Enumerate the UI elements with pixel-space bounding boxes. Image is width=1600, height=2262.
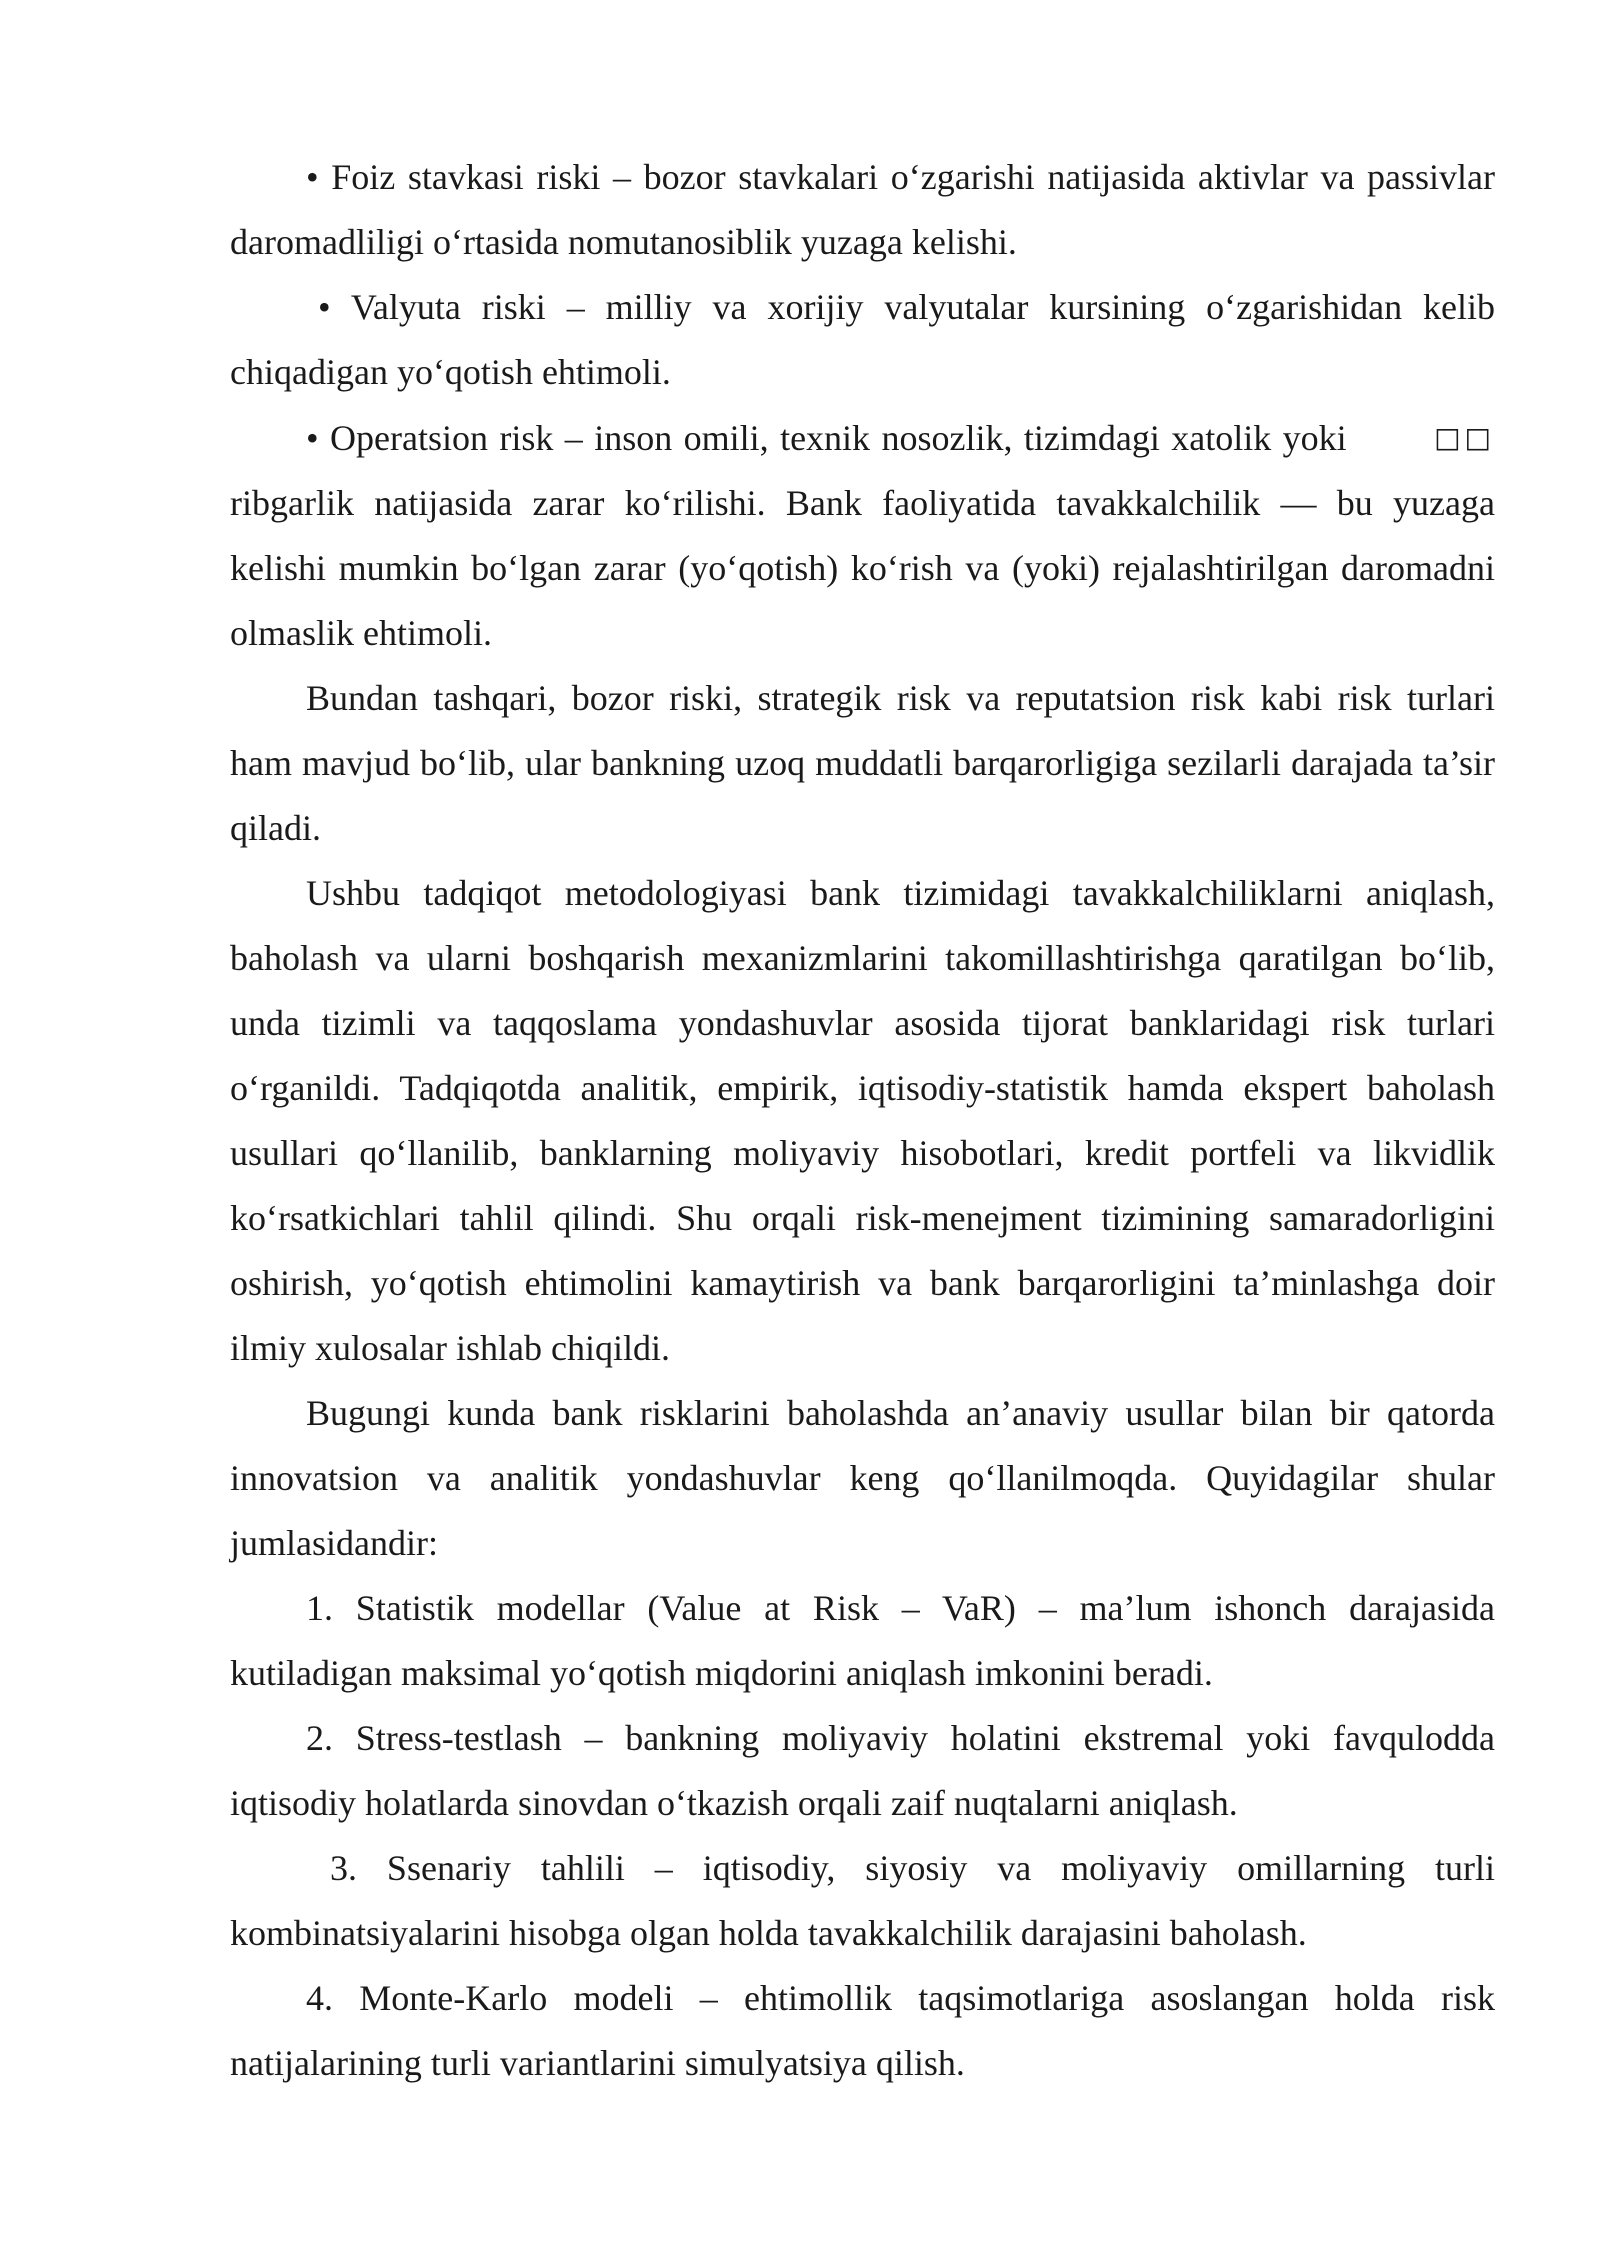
list-item-stress-testlash: 2. Stress-testlash – bankning moliyaviy holatini ekstremal yoki favqulodda iqtisodiy holatlarda sinovdan oʻtkazish orqali zaif nuqtalarni aniqlash. [230, 1718, 1495, 1823]
paragraph-bundan-tashqari: Bundan tashqari, bozor riski, strategik risk va reputatsion risk kabi risk turlari ham mavjud boʻlib, ular bankning uzoq muddatli barqarorligiga sezilarli darajada ta’sir qiladi. [230, 678, 1495, 848]
list-item-ssenariy-tahlili: 3. Ssenariy tahlili – iqtisodiy, siyosiy va moliyaviy omillarning turli kombinatsiyalarini hisobga olgan holda tavakkalchilik darajasini baholash. [230, 1848, 1495, 1953]
list-item-statistik-modellar: 1. Statistik modellar (Value at Risk – VaR) – ma’lum ishonch darajasida kutiladigan maksimal yoʻqotish miqdorini aniqlash imkonini beradi. [230, 1588, 1495, 1693]
operatsion-risk-text-end: ribgarlik natijasida zarar koʻrilishi. Bank faoliyatida tavakkalchilik — bu yuzaga kelishi mumkin boʻlgan zarar (yoʻqotish) koʻrish va (yoki) rejalashtirilgan daromadni olmaslik ehtimoli. [230, 483, 1495, 653]
paragraph-operatsion-risk [230, 405, 1495, 666]
paragraph-bugungi-kunda: Bugungi kunda bank risklarini baholashda an’anaviy usullar bilan bir qatorda innovatsion va analitik yondashuvlar keng qoʻllanilmoqda. Quyidagilar shular jumlasidandir: [230, 1393, 1495, 1563]
paragraph-foiz-stavkasi-riski: • Foiz stavkasi riski – bozor stavkalari oʻzgarishi natijasida aktivlar va passivlar daromadliligi oʻrtasida nomutanosiblik yuzaga kelishi. [230, 157, 1495, 262]
paragraph-ushbu-tadqiqot: Ushbu tadqiqot metodologiyasi bank tizimidagi tavakkalchiliklarni aniqlash, baholash va ularni boshqarish mexanizmlarini takomillashtirishga qaratilgan boʻlib, unda tizimli va taqqoslama yondashuvlar asosida tijorat banklaridagi risk turlari oʻrganildi. Tadqiqotda analitik, empirik, iqtisodiy-statistik hamda ekspert baholash usullari qoʻllanilib, banklarning moliyaviy hisobotlari, kredit portfeli va likvidlik koʻrsatkichlari tahlil qilindi. Shu orqali risk-menejment tizimining samaradorligini oshirish, yoʻqotish ehtimolini kamaytirish va bank barqarorligini ta’minlashga doir ilmiy xulosalar ishlab chiqildi. [230, 873, 1495, 1368]
paragraph-valyuta-riski: • Valyuta riski – milliy va xorijiy valyutalar kursining oʻzgarishidan kelib chiqadigan yoʻqotish ehtimoli. [230, 287, 1495, 392]
list-item-monte-karlo: 4. Monte-Karlo modeli – ehtimollik taqsimotlariga asoslangan holda risk natijalarining turli variantlarini simulyatsiya qilish. [230, 1978, 1495, 2083]
missing-glyph-boxes: □□ [1434, 421, 1495, 454]
operatsion-risk-text-start: • Operatsion risk – inson omili, texnik nosozlik, tizimdagi xatolik yoki [306, 418, 1347, 458]
document-body [230, 145, 1495, 2096]
